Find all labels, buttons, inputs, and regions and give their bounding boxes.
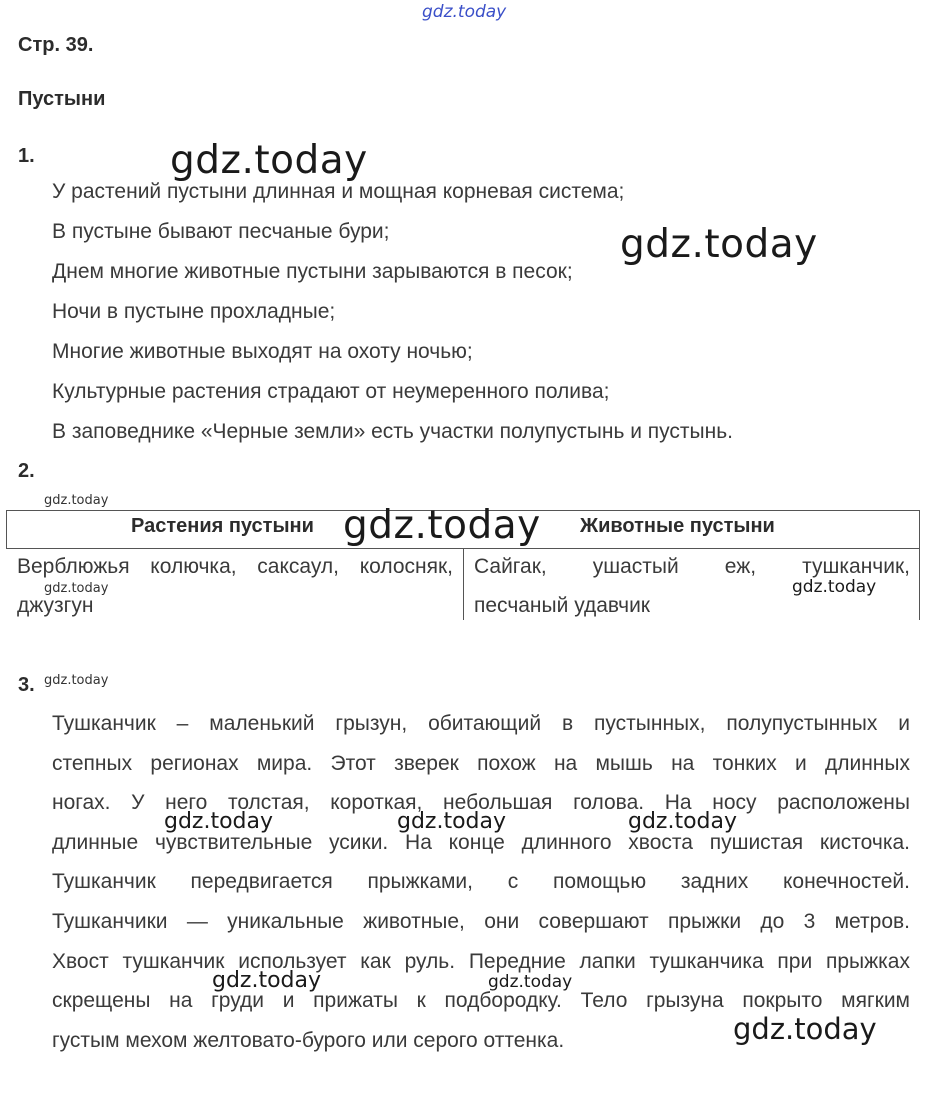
watermark: gdz.today [792, 577, 877, 597]
paragraph-line: степных регионах мира. Этот зверек похож на мышь на тонких и длинных [52, 751, 910, 775]
watermark: gdz.today [628, 809, 738, 834]
watermark: gdz.today [44, 581, 109, 596]
task-2-number: 2. [18, 460, 35, 482]
watermark: gdz.today [212, 968, 322, 993]
paragraph-line: Тушканчики — уникальные животные, они совершают прыжки до 3 метров. [52, 909, 910, 933]
paragraph-line: густым мехом желтовато-бурого или серого оттенка. [52, 1028, 565, 1052]
watermark: gdz.today [620, 222, 818, 267]
paragraph-line: Тушканчик передвигается прыжками, с помощью задних конечностей. [52, 870, 910, 894]
table-column-divider [463, 548, 464, 620]
task-1-line: Культурные растения страдают от неумеренного полива; [52, 380, 610, 403]
paragraph-line: Тушканчик – маленький грызун, обитающий в пустынных, полупустынных и [52, 712, 910, 735]
table-border-right [919, 510, 920, 620]
table-cell-line: песчаный удавчик [474, 594, 650, 617]
table-border-left [6, 510, 7, 548]
task-1-line: В заповеднике «Черные земли» есть участки полупустынь и пустынь. [52, 420, 734, 443]
task-1-number: 1. [18, 145, 35, 167]
watermark: gdz.today [44, 493, 109, 508]
paragraph-line: длинные чувствительные усики. На конце длинного хвоста пушистая кисточка. [52, 830, 910, 854]
watermark-top: gdz.today [422, 2, 507, 22]
task-3-number: 3. [18, 674, 35, 696]
page-label: Стр. 39. [18, 34, 94, 56]
task-1-line: Многие животные выходят на охоту ночью; [52, 340, 473, 363]
table-header-plants: Растения пустыни [131, 515, 314, 537]
watermark: gdz.today [44, 673, 109, 688]
table-cell-line: Сайгак, ушастый еж, тушканчик, [474, 555, 910, 578]
task-1-line: Днем многие животные пустыни зарываются в песок; [52, 260, 573, 283]
paragraph-line: ногах. У него толстая, короткая, небольшая голова. На носу расположены [52, 791, 910, 815]
section-title: Пустыни [18, 88, 106, 110]
task-1-line: У растений пустыни длинная и мощная корневая система; [52, 180, 625, 203]
watermark: gdz.today [488, 972, 573, 992]
watermark: gdz.today [397, 809, 507, 834]
watermark: gdz.today [733, 1012, 877, 1046]
task-1-line: В пустыне бывают песчаные бури; [52, 220, 390, 243]
table-cell-line: Верблюжья колючка, саксаул, колосняк, [17, 555, 453, 578]
watermark: gdz.today [343, 503, 541, 548]
task-1-line: Ночи в пустыне прохладные; [52, 300, 336, 323]
watermark: gdz.today [170, 138, 368, 183]
paragraph-line: Хвост тушканчик использует как руль. Передние лапки тушканчика при прыжках [52, 949, 910, 973]
task-3-paragraph [52, 704, 910, 1060]
table-cell-line: джузгун [17, 594, 94, 617]
watermark: gdz.today [164, 809, 274, 834]
paragraph-line: скрещены на груди и прижаты к подбородку. Тело грызуна покрыто мягким [52, 989, 910, 1013]
table-header-animals: Животные пустыни [580, 515, 775, 537]
